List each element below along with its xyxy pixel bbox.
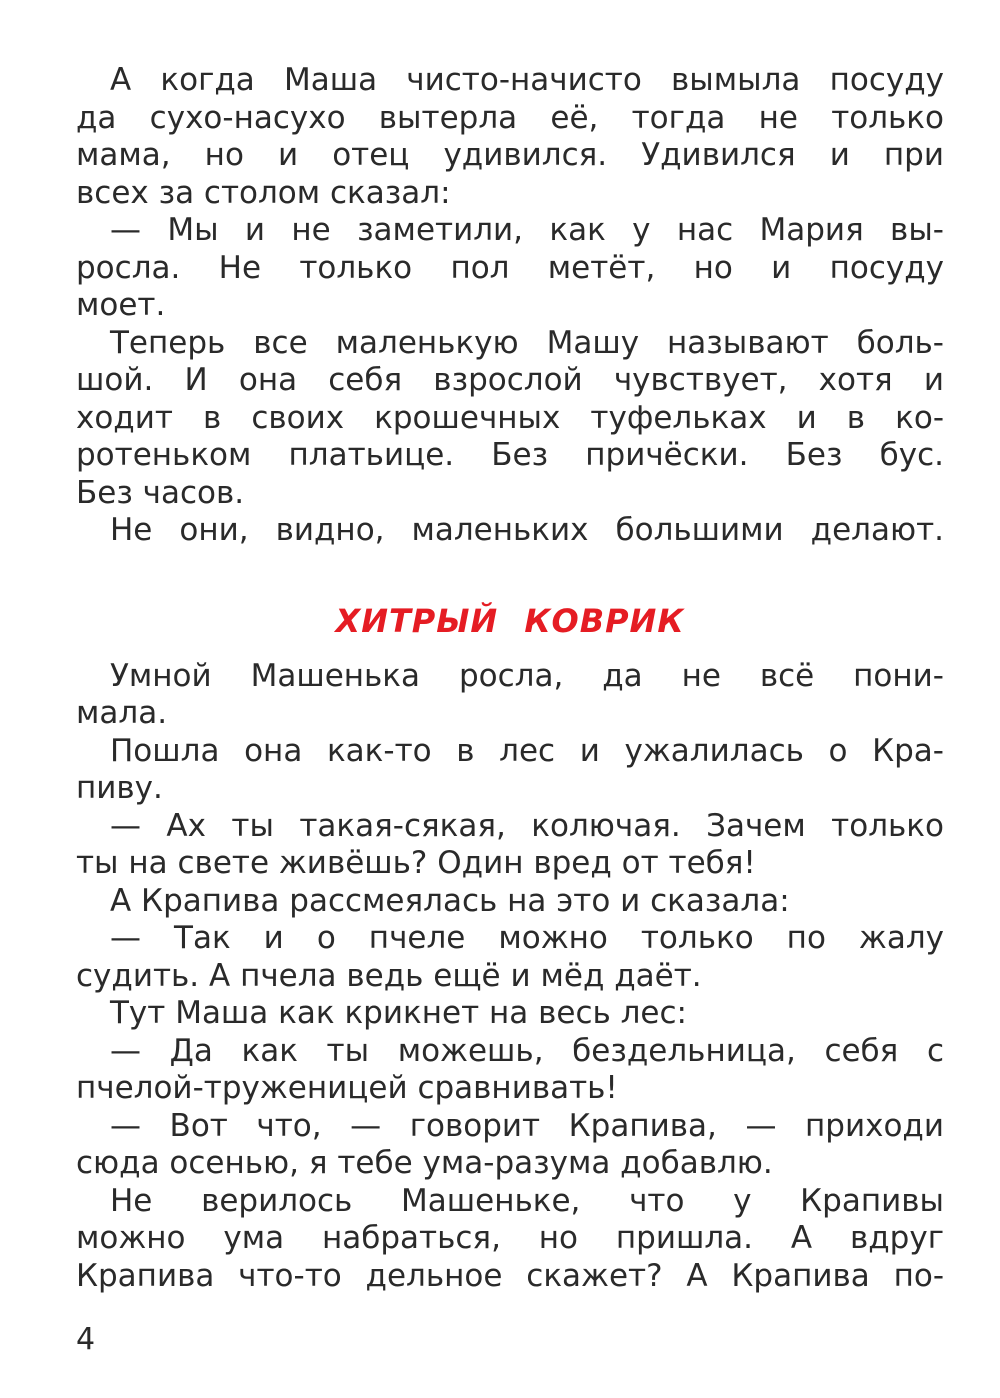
paragraph-masha-shouts xyxy=(76,995,944,1033)
story-title: ХИТРЫЙ КОВРИК xyxy=(335,601,685,640)
paragraph-bee xyxy=(76,920,944,995)
text-line: Не верилось Машеньке, что у Крапивы xyxy=(110,1182,944,1219)
text-line: пчелой-труженицей сравнивать! xyxy=(76,1070,618,1106)
text-line: Умной Машенька росла, да не всё пони- xyxy=(110,657,944,694)
text-line: мала. xyxy=(76,695,168,731)
text-line: Теперь все маленькую Машу называют боль- xyxy=(110,324,944,361)
text-line: ходит в своих крошечных туфельках и в ко- xyxy=(76,399,944,436)
text-line: — Ах ты такая-сякая, колючая. Зачем только xyxy=(110,807,944,844)
paragraph-forest xyxy=(76,733,944,808)
text-line: А когда Маша чисто-начисто вымыла посуду xyxy=(110,62,944,98)
text-line: да сухо-насухо вытерла её, тогда не только xyxy=(76,99,944,136)
text-line: А Крапива рассмеялась на это и сказала: xyxy=(110,882,790,919)
text-line: сюда осенью, я тебе ума-разума добавлю. xyxy=(76,1145,773,1181)
book-page xyxy=(76,62,944,1295)
paragraph-father-speech xyxy=(76,212,944,325)
paragraph-come-autumn xyxy=(76,1108,944,1183)
paragraph-big-masha xyxy=(76,325,944,513)
text-line: судить. А пчела ведь ещё и мёд даёт. xyxy=(76,957,702,994)
text-line: шой. И она себя взрослой чувствует, хотя и xyxy=(76,362,944,398)
paragraph-nettle-laughs xyxy=(76,883,944,921)
text-line: пиву. xyxy=(76,770,163,806)
text-line: ротеньком платьице. Без причёски. Без бус. xyxy=(76,437,944,473)
text-line: моет. xyxy=(76,287,166,323)
text-line: Крапива что-то дельное скажет? А Крапива по- xyxy=(76,1257,944,1294)
text-line: Пошла она как-то в лес и ужалилась о Кра- xyxy=(110,732,944,769)
paragraph-smart-masha xyxy=(76,658,944,733)
text-line: Тут Маша как крикнет на весь лес: xyxy=(110,995,687,1031)
text-line: росла. Не только пол метёт, но и посуду xyxy=(76,249,944,286)
paragraph-masha-complaint xyxy=(76,808,944,883)
page-number: 4 xyxy=(76,1322,96,1357)
text-line: всех за столом сказал: xyxy=(76,174,451,211)
paragraph-lazy xyxy=(76,1033,944,1108)
text-line: Без часов. xyxy=(76,474,245,511)
paragraph-dishes xyxy=(76,62,944,212)
text-line: — Так и о пчеле можно только по жалу xyxy=(110,920,944,956)
paragraph-moral xyxy=(76,512,944,550)
text-line: можно ума набраться, но пришла. А вдруг xyxy=(76,1220,944,1256)
text-line: мама, но и отец удивился. Удивился и при xyxy=(76,137,944,173)
text-line: ты на свете живёшь? Один вред от тебя! xyxy=(76,845,756,881)
text-line: — Мы и не заметили, как у нас Мария вы- xyxy=(110,212,944,248)
text-line: — Да как ты можешь, бездельница, себя с xyxy=(110,1032,944,1069)
text-line: — Вот что, — говорит Крапива, — приходи xyxy=(110,1107,944,1144)
text-line: Не они, видно, маленьких большими делают. xyxy=(110,512,944,548)
paragraph-disbelief xyxy=(76,1183,944,1296)
